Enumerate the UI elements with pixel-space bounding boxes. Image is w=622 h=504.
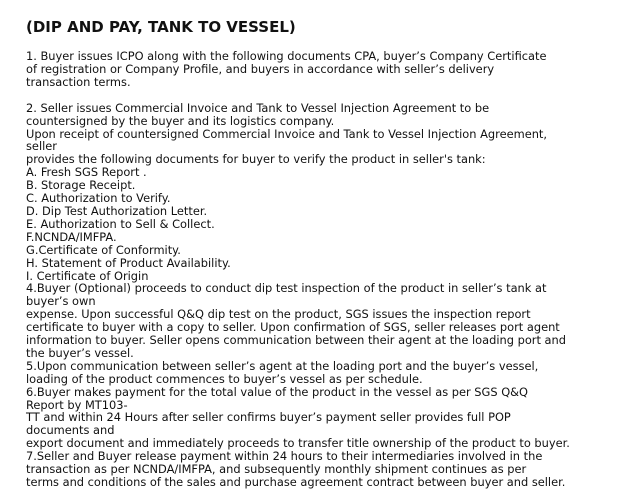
text-line: 4.Buyer (Optional) proceeds to conduct dip test inspection of the product in seller’s tank at: [26, 281, 547, 296]
text-line: transaction terms.: [26, 74, 131, 89]
text-line: provides the following documents for buyer to verify the product in seller's tank:: [26, 152, 486, 167]
paragraph-1: [26, 50, 618, 89]
document-page: [26, 18, 618, 489]
text-line: buyer’s own: [26, 294, 96, 309]
text-line: information to buyer. Seller opens communication between their agent at the loading port and: [26, 333, 566, 348]
text-line: terms and conditions of the sales and purchase agreement contract between buyer and seller.: [26, 475, 566, 489]
list-item-g: G.Certificate of Conformity.: [26, 242, 181, 257]
text-line: TT and within 24 Hours after seller confirms buyer’s payment seller provides full POP: [26, 410, 511, 425]
text-line: Report by MT103-: [26, 397, 128, 412]
list-item-i: I. Certificate of Origin: [26, 268, 149, 283]
text-line: loading of the product commences to buyer’s vessel as per schedule.: [26, 371, 423, 386]
text-line: of registration or Company Profile, and buyers in accordance with seller’s delivery: [26, 61, 495, 76]
paragraph-gap: [26, 89, 618, 102]
paragraph-2: [26, 102, 618, 489]
list-item-e: E. Authorization to Sell & Collect.: [26, 216, 215, 231]
text-line: seller: [26, 139, 57, 154]
text-line: certificate to buyer with a copy to seller. Upon confirmation of SGS, seller releases port agent: [26, 320, 560, 335]
list-item-b: B. Storage Receipt.: [26, 178, 136, 193]
text-line: 1. Buyer issues ICPO along with the following documents CPA, buyer’s Company Certificate: [26, 49, 547, 63]
list-item-c: C. Authorization to Verify.: [26, 191, 171, 206]
list-item-a: A. Fresh SGS Report .: [26, 165, 147, 180]
text-line: the buyer’s vessel.: [26, 345, 134, 360]
text-line: transaction as per NCNDA/IMFPA, and subsequently monthly shipment continues as per: [26, 462, 527, 477]
text-line: 6.Buyer makes payment for the total value of the product in the vessel as per SGS Q&Q: [26, 384, 529, 399]
text-line: expense. Upon successful Q&Q dip test on the product, SGS issues the inspection report: [26, 307, 531, 322]
list-item-h: H. Statement of Product Availability.: [26, 255, 231, 270]
text-line: 7.Seller and Buyer release payment within 24 hours to their intermediaries involved in the: [26, 449, 543, 464]
text-line: 2. Seller issues Commercial Invoice and Tank to Vessel Injection Agreement to be: [26, 100, 490, 115]
text-line: export document and immediately proceeds to transfer title ownership of the product to buyer.: [26, 436, 570, 451]
text-line: countersigned by the buyer and its logistics company.: [26, 113, 335, 128]
text-line: 5.Upon communication between seller’s agent at the loading port and the buyer’s vessel,: [26, 358, 539, 373]
list-item-d: D. Dip Test Authorization Letter.: [26, 203, 208, 218]
list-item-f: F.NCNDA/IMFPA.: [26, 229, 117, 244]
text-line: Upon receipt of countersigned Commercial Invoice and Tank to Vessel Injection Agreement,: [26, 126, 548, 141]
text-line: documents and: [26, 423, 115, 438]
document-title: (DIP AND PAY, TANK TO VESSEL): [26, 18, 296, 36]
